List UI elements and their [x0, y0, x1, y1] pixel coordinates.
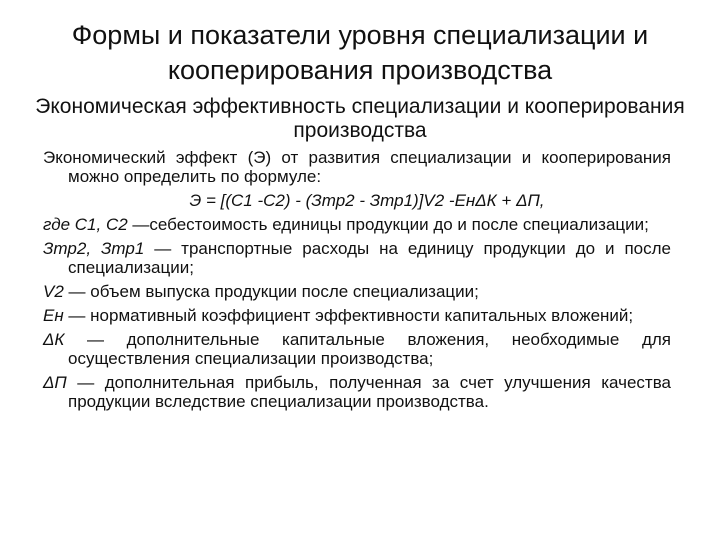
definition-item: [43, 239, 671, 277]
definition-item: [43, 282, 671, 301]
definition-term: Зтр2, Зтр1: [43, 239, 145, 258]
definition-term: ΔП: [43, 373, 67, 392]
definition-item: [43, 330, 671, 368]
definition-item: [43, 215, 671, 234]
slide-title: Формы и показатели уровня специализации и кооперирования производства: [71, 20, 649, 85]
definition-term: где С1, С2: [43, 215, 128, 234]
slide-subtitle: Экономическая эффективность специализации и кооперирования производства: [35, 95, 685, 142]
definition-text: — объем выпуска продукции после специализации;: [63, 282, 479, 301]
definition-text: — дополнительная прибыль, полученная за счет улучшения качества продукции вследствие специализации производства.: [66, 373, 671, 411]
definition-text: — нормативный коэффициент эффективности капитальных вложений;: [63, 306, 634, 325]
definition-term: ΔК: [43, 330, 65, 349]
intro-paragraph: Экономический эффект (Э) от развития специализации и кооперирования можно определить по формуле:: [43, 148, 671, 186]
slide-body: [43, 148, 671, 416]
definition-term: Ен: [43, 306, 64, 325]
effect-formula: Э = [(С1 ‑С2) ‑ (Зтр2 ‑ Зтр1)]V2 ‑ЕнΔК + ΔП,: [189, 191, 545, 210]
definition-item: [43, 373, 671, 411]
definition-text: — дополнительные капитальные вложения, необходимые для осуществления специализации производства;: [64, 330, 671, 368]
definition-text: —себестоимость единицы продукции до и после специализации;: [127, 215, 649, 234]
definition-term: V2: [43, 282, 64, 301]
definition-item: [43, 306, 671, 325]
definition-text: — транспортные расходы на единицу продукции до и после специализации;: [68, 239, 672, 277]
